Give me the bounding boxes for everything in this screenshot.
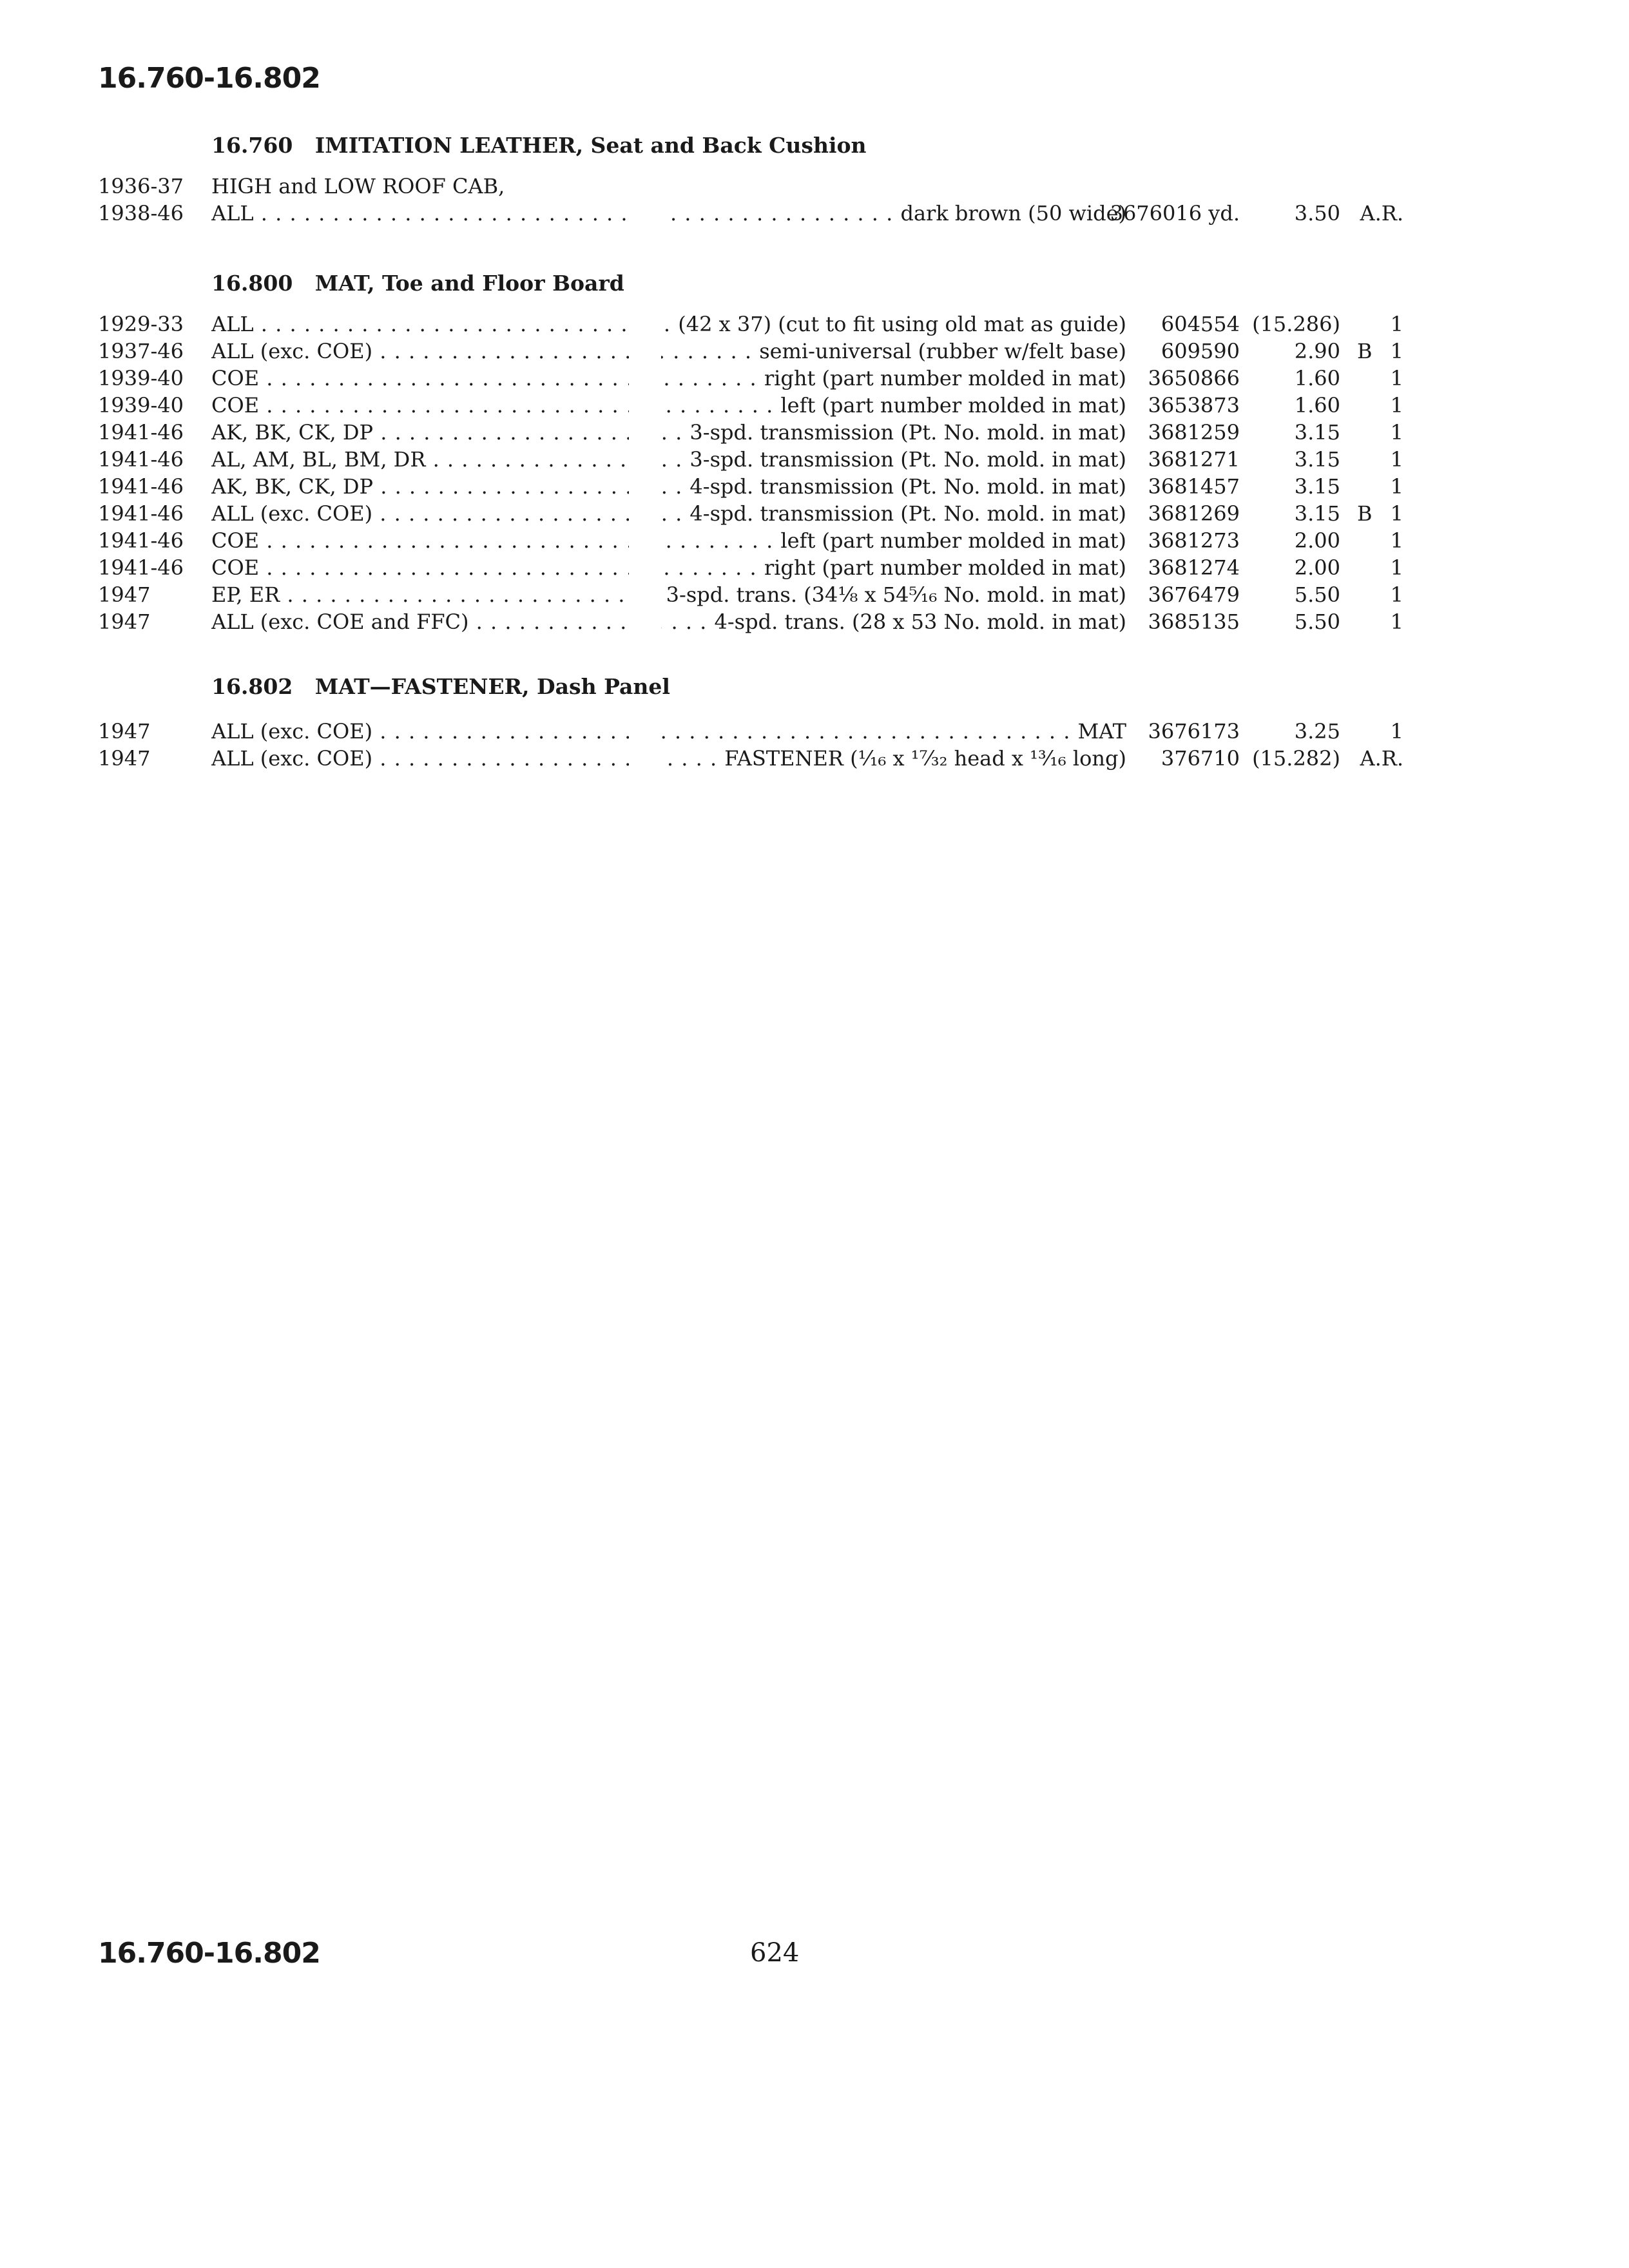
part-number: 3676479 xyxy=(1148,582,1240,607)
model-text: ALL xyxy=(211,312,254,336)
price: 2.00 xyxy=(1294,528,1340,553)
model-text: AL, AM, BL, BM, DR xyxy=(211,447,426,472)
page-header-range: 16.760-16.802 xyxy=(98,62,320,95)
quantity: 1 xyxy=(1390,610,1403,634)
model-text: COE xyxy=(211,528,260,553)
year-range: 1941-46 xyxy=(98,555,184,580)
table-row xyxy=(0,718,1629,745)
description xyxy=(661,528,1126,553)
price: 5.50 xyxy=(1294,610,1340,634)
price: 2.00 xyxy=(1294,555,1340,580)
description-cell xyxy=(661,718,1126,745)
model-text: COE xyxy=(211,366,260,390)
description-cell xyxy=(661,608,1126,635)
description xyxy=(661,312,1126,336)
description-cell xyxy=(661,500,1126,527)
quantity: 1 xyxy=(1390,474,1403,499)
quantity: 1 xyxy=(1390,393,1403,418)
model-text: ALL (exc. COE) xyxy=(211,746,373,771)
year-range: 1941-46 xyxy=(98,501,184,526)
model-applicability xyxy=(211,446,629,473)
year-range: 1947 xyxy=(98,582,151,607)
price: 5.50 xyxy=(1294,582,1340,607)
description xyxy=(661,447,1126,472)
part-number: 3681457 xyxy=(1148,474,1240,499)
quantity: 1 xyxy=(1390,501,1403,526)
table-row xyxy=(0,745,1629,772)
model-text: ALL (exc. COE) xyxy=(211,501,373,526)
section-heading: MAT—FASTENER, Dash Panel xyxy=(314,674,670,699)
table-row xyxy=(0,446,1629,473)
model-applicability xyxy=(211,200,629,227)
description-text: 3-spd. trans. (34⅛ x 54⁵⁄₁₆ No. mold. in mat) xyxy=(666,582,1126,607)
section-title xyxy=(211,133,867,158)
table-row xyxy=(0,500,1629,527)
year-range: 1929-33 xyxy=(98,312,184,336)
year-range: 1938-46 xyxy=(98,201,184,226)
year-range: 1937-46 xyxy=(98,339,184,363)
part-number: 3681271 xyxy=(1148,447,1240,472)
description-text: 4-spd. trans. (28 x 53 No. mold. in mat) xyxy=(714,610,1126,634)
description-cell xyxy=(661,446,1126,473)
part-number: 3681274 xyxy=(1148,555,1240,580)
description-text: left (part number molded in mat) xyxy=(780,393,1126,418)
table-row xyxy=(0,581,1629,608)
table-row xyxy=(0,200,1629,227)
price: 2.90 xyxy=(1294,339,1340,363)
quantity: 1 xyxy=(1390,555,1403,580)
page-footer-range: 16.760-16.802 xyxy=(98,1937,320,1970)
year-range: 1947 xyxy=(98,746,151,771)
quantity: 1 xyxy=(1390,420,1403,445)
model-applicability xyxy=(211,608,629,635)
part-number: 376710 xyxy=(1161,746,1240,771)
description-text: 3-spd. transmission (Pt. No. mold. in mat) xyxy=(689,420,1126,445)
model-applicability xyxy=(211,338,629,365)
quantity: 1 xyxy=(1390,339,1403,363)
description-cell xyxy=(661,419,1126,446)
table-row xyxy=(0,527,1629,554)
model-text: ALL xyxy=(211,201,254,226)
table-row xyxy=(0,311,1629,338)
description xyxy=(661,420,1126,445)
model-text: HIGH and LOW ROOF CAB, xyxy=(211,174,505,198)
price: 3.50 xyxy=(1294,201,1340,226)
year-range: 1941-46 xyxy=(98,474,184,499)
section-title xyxy=(211,271,624,296)
description-cell xyxy=(661,527,1126,554)
part-number: 3676016 yd. xyxy=(1110,201,1240,226)
description xyxy=(661,610,1126,634)
description-text: right (part number molded in mat) xyxy=(764,555,1126,580)
year-range: 1941-46 xyxy=(98,420,184,445)
price: 3.15 xyxy=(1294,420,1340,445)
model-text: ALL (exc. COE) xyxy=(211,719,373,744)
quantity: 1 xyxy=(1390,719,1403,744)
description xyxy=(661,555,1126,580)
price: (15.286) xyxy=(1252,312,1340,336)
description-cell xyxy=(661,473,1126,500)
part-number: 604554 xyxy=(1161,312,1240,336)
model-applicability xyxy=(211,419,629,446)
price: 1.60 xyxy=(1294,366,1340,390)
description xyxy=(661,719,1126,744)
table-row xyxy=(0,365,1629,392)
table-row xyxy=(0,554,1629,581)
table-row xyxy=(0,338,1629,365)
description xyxy=(661,339,1126,363)
description-text: right (part number molded in mat) xyxy=(764,366,1126,390)
year-range: 1941-46 xyxy=(98,447,184,472)
description xyxy=(661,501,1126,526)
part-number: 609590 xyxy=(1161,339,1240,363)
table-row xyxy=(0,419,1629,446)
model-text: ALL (exc. COE) xyxy=(211,339,373,363)
description-text: MAT xyxy=(1077,719,1126,744)
description xyxy=(661,201,1126,226)
price: 3.15 xyxy=(1294,447,1340,472)
description-cell xyxy=(661,200,1126,227)
description-text: dark brown (50 wide) xyxy=(900,201,1126,226)
description-cell xyxy=(661,311,1126,338)
price: 1.60 xyxy=(1294,393,1340,418)
year-range: 1939-40 xyxy=(98,366,184,390)
description-cell xyxy=(661,745,1126,772)
section-heading: IMITATION LEATHER, Seat and Back Cushion xyxy=(314,133,867,158)
quantity: 1 xyxy=(1390,312,1403,336)
description-cell xyxy=(661,365,1126,392)
description-text: semi-universal (rubber w/felt base) xyxy=(759,339,1126,363)
section-title xyxy=(211,674,670,699)
description-text: left (part number molded in mat) xyxy=(780,528,1126,553)
description xyxy=(661,582,1126,607)
model-text: COE xyxy=(211,555,260,580)
model-applicability xyxy=(211,392,629,419)
part-number: 3681259 xyxy=(1148,420,1240,445)
model-text: COE xyxy=(211,393,260,418)
table-row xyxy=(0,173,1629,200)
part-number: 3650866 xyxy=(1148,366,1240,390)
part-number: 3681269 xyxy=(1148,501,1240,526)
model-applicability xyxy=(211,745,629,772)
model-text: EP, ER xyxy=(211,582,280,607)
section-number: 16.800 xyxy=(211,271,293,296)
price: (15.282) xyxy=(1252,746,1340,771)
model-applicability xyxy=(211,173,629,200)
model-text: ALL (exc. COE and FFC) xyxy=(211,610,469,634)
quantity: 1 xyxy=(1390,366,1403,390)
year-range: 1939-40 xyxy=(98,393,184,418)
year-range: 1936-37 xyxy=(98,174,184,198)
group-code: B xyxy=(1357,501,1373,526)
year-range: 1941-46 xyxy=(98,528,184,553)
description-cell xyxy=(661,392,1126,419)
description-text: (42 x 37) (cut to fit using old mat as guide) xyxy=(678,312,1126,336)
section-number: 16.760 xyxy=(211,133,293,158)
description xyxy=(661,474,1126,499)
model-applicability xyxy=(211,527,629,554)
quantity: A.R. xyxy=(1360,746,1403,771)
model-applicability xyxy=(211,473,629,500)
group-code: B xyxy=(1357,339,1373,363)
table-row xyxy=(0,392,1629,419)
description-text: 3-spd. transmission (Pt. No. mold. in mat) xyxy=(689,447,1126,472)
description xyxy=(661,366,1126,390)
price: 3.15 xyxy=(1294,501,1340,526)
part-number: 3676173 xyxy=(1148,719,1240,744)
model-text: AK, BK, CK, DP xyxy=(211,474,374,499)
model-applicability xyxy=(211,500,629,527)
part-number: 3653873 xyxy=(1148,393,1240,418)
model-text: AK, BK, CK, DP xyxy=(211,420,374,445)
model-applicability xyxy=(211,718,629,745)
price: 3.15 xyxy=(1294,474,1340,499)
description xyxy=(661,393,1126,418)
description-text: 4-spd. transmission (Pt. No. mold. in mat) xyxy=(689,474,1126,499)
model-applicability xyxy=(211,311,629,338)
description-cell xyxy=(661,554,1126,581)
quantity: A.R. xyxy=(1360,201,1403,226)
table-row xyxy=(0,608,1629,635)
description-cell xyxy=(661,581,1126,608)
page-number: 624 xyxy=(750,1938,800,1968)
model-applicability xyxy=(211,581,629,608)
description-text: 4-spd. transmission (Pt. No. mold. in mat) xyxy=(689,501,1126,526)
quantity: 1 xyxy=(1390,447,1403,472)
model-applicability xyxy=(211,365,629,392)
part-number: 3681273 xyxy=(1148,528,1240,553)
year-range: 1947 xyxy=(98,610,151,634)
part-number: 3685135 xyxy=(1148,610,1240,634)
model-applicability xyxy=(211,554,629,581)
price: 3.25 xyxy=(1294,719,1340,744)
year-range: 1947 xyxy=(98,719,151,744)
section-number: 16.802 xyxy=(211,674,293,699)
quantity: 1 xyxy=(1390,528,1403,553)
description-cell xyxy=(661,338,1126,365)
description xyxy=(661,746,1126,771)
section-heading: MAT, Toe and Floor Board xyxy=(314,271,624,296)
description-text: FASTENER (¹⁄₁₆ x ¹⁷⁄₃₂ head x ¹³⁄₁₆ long) xyxy=(724,746,1126,771)
table-row xyxy=(0,473,1629,500)
quantity: 1 xyxy=(1390,582,1403,607)
